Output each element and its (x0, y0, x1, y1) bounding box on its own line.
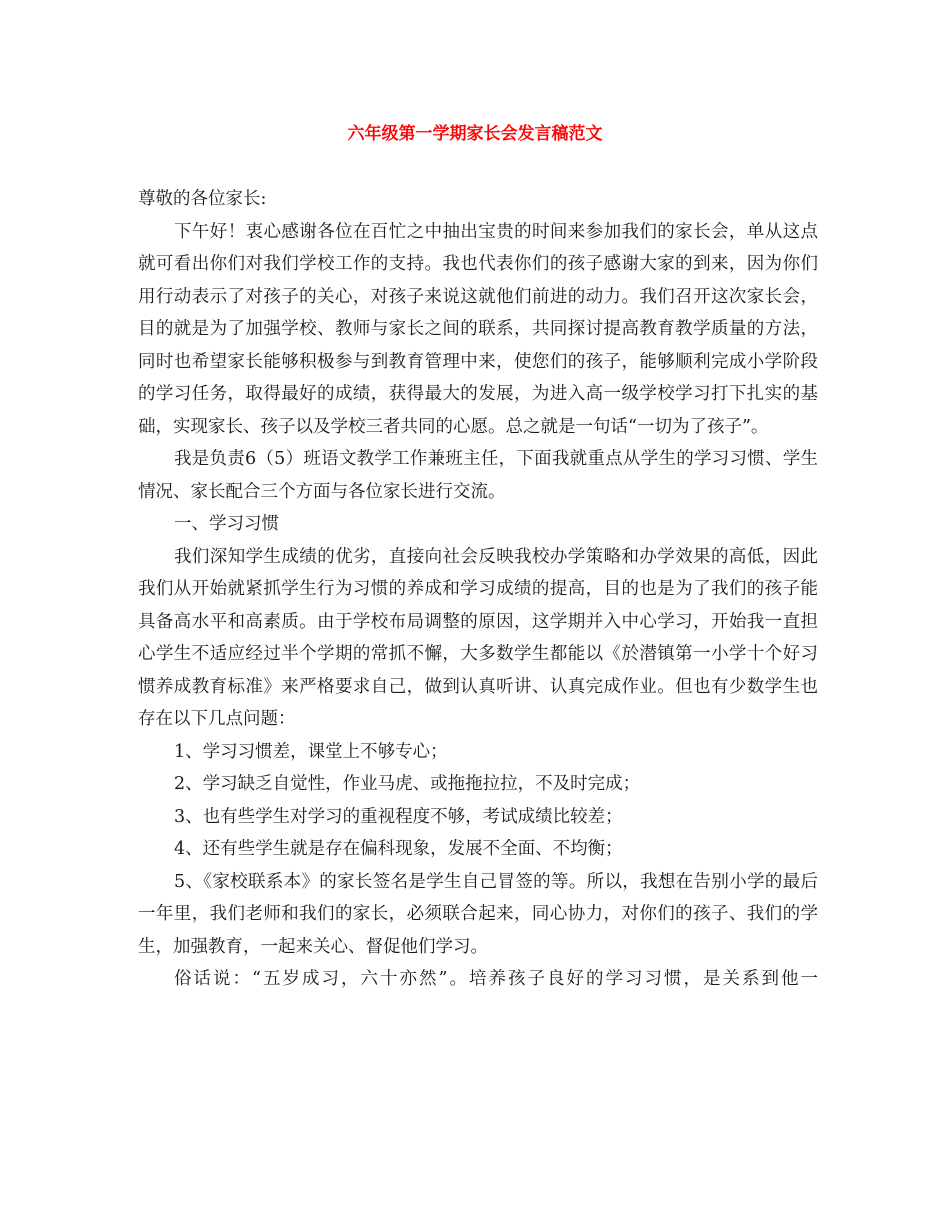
list-item-problem-1: 1、学习习惯差，课堂上不够专心； (174, 741, 448, 762)
paragraph-proverb: 俗话说：“五岁成习，六十亦然”。培养孩子良好的学习习惯，是关系到他一 (174, 969, 818, 989)
paragraph-greeting: 下午好！衷心感谢各位在百忙之中抽出宝贵的时间来参加我们的家长会，单从这点就可看出你们对我们学校工作的支持。我也代表你们的孩子感谢大家的到来，因为你们用行动表示了对孩子的关心，对孩子来说这就他们前进的动力。我们召开这次家长会，目的就是为了加强学校、教师与家长之间的联系，共同探讨提高教育教学质量的方法，同时也希望家长能够积极参与到教育管理中来，使您们的孩子，能够顺利完成小学阶段的学习任务，取得最好的成绩，获得最大的发展，为进入高一级学校学习打下扎实的基础，实现家长、孩子以及学校三者共同的心愿。总之就是一句话“一切为了孩子”。 (138, 221, 818, 437)
section-heading-study-habits: 一、学习习惯 (174, 514, 279, 534)
list-item-problem-5: 5、《家校联系本》的家长签名是学生自己冒签的等。所以，我想在告别小学的最后一年里，我们老师和我们的家长，必须联合起来，同心协力，对你们的孩子、我们的学生，加强教育，一起来关心、督促他们学习。 (138, 871, 818, 957)
document-title: 六年级第一学期家长会发言稿范文 (347, 124, 603, 144)
list-item-problem-2: 2、学习缺乏自觉性，作业马虎、或拖拖拉拉，不及时完成； (174, 774, 641, 794)
salutation: 尊敬的各位家长: (138, 189, 267, 209)
paragraph-introduction: 我是负责6（5）班语文教学工作兼班主任，下面我就重点从学生的学习习惯、学生情况、家长配合三个方面与各位家长进行交流。 (138, 449, 818, 502)
document-body (138, 183, 818, 996)
list-item-problem-3: 3、也有些学生对学习的重视程度不够，考试成绩比较差； (174, 806, 623, 827)
paragraph-study-habits: 我们深知学生成绩的优劣，直接向社会反映我校办学策略和办学效果的高低，因此我们从开始就紧抓学生行为习惯的养成和学习成绩的提高，目的也是为了我们的孩子能具备高水平和高素质。由于学校布局调整的原因，这学期并入中心学习，开始我一直担心学生不适应经过半个学期的常抓不懈，大多数学生都能以《於潜镇第一小学十个好习惯养成教育标准》来严格要求自己，做到认真听讲、认真完成作业。但也有少数学生也存在以下几点问题： (138, 546, 818, 729)
list-item-problem-4: 4、还有些学生就是存在偏科现象，发展不全面、不均衡； (174, 839, 623, 859)
